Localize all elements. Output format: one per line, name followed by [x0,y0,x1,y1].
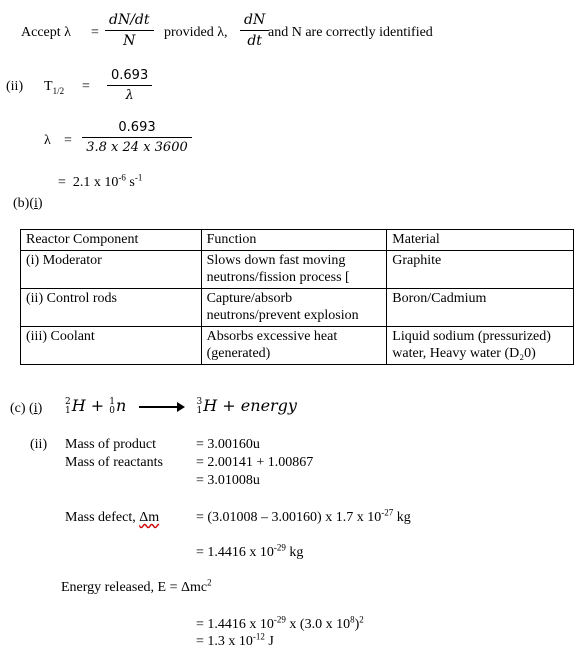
mass-defect-symbol: Δm [139,510,160,525]
lambda-label: λ [44,133,51,148]
energy-line1-end: ) [354,617,360,632]
energy-label [61,577,212,596]
mass-defect-result-unit: kg [285,545,304,560]
energy-line1 [196,614,364,633]
mass-defect-text: Mass defect, [65,510,140,525]
part-c-prefix: (c) ( [10,401,34,416]
table-cell: (ii) Control rods [21,289,202,327]
half-life-fraction [107,68,152,103]
accept-fraction-numerator: dN/dt [109,12,150,28]
fraction-bar [240,30,269,31]
part-b-index: i [34,196,38,211]
table-row [21,251,574,289]
nuclide-scripts [197,398,203,416]
plus-sign: + [90,396,105,415]
mass-number: 1 [109,396,116,407]
nuclide-scripts [65,398,71,416]
mass-defect-exponent: -27 [381,507,394,518]
mass-number: 3 [196,396,203,407]
accept-equals: = [91,25,99,40]
table-header-cell: Reactor Component [21,230,202,251]
lambda-result [58,172,143,191]
half-life-symbol [44,79,64,95]
mass-defect-result-value: = 1.4416 x 10 [196,545,274,560]
mass-product-label: Mass of product [65,437,156,452]
table-header-cell: Material [387,230,574,251]
derivative-denominator: dt [247,33,262,49]
energy-label-text: Energy released, E = Δmc [61,580,208,595]
part-b-suffix: ) [37,196,43,211]
energy-line2 [196,631,274,650]
mass-reactants-line1: = 2.00141 + 1.00867 [196,455,314,470]
fraction-bar [105,30,154,31]
mass-defect-expression: = (3.01008 – 3.00160) x 1.7 x 10 [196,510,382,525]
atomic-number: 1 [65,405,71,416]
energy-label-exponent: 2 [207,577,212,588]
part-b-prefix: (b)( [13,196,34,211]
mass-number: 2 [65,396,71,407]
mass-product-value: = 3.00160u [196,437,260,452]
lambda-numerator: 0.693 [118,120,156,135]
table-cell: Boron/Cadmium [387,289,574,327]
table-cell: Absorbs excessive heat (generated) [201,327,387,365]
table-cell: Capture/absorb neutrons/prevent explosion [201,289,387,327]
mass-reactants-label: Mass of reactants [65,455,163,470]
lambda-fraction [82,120,192,155]
part-c-label [10,401,42,417]
mass-defect-label [65,510,159,526]
table-header-row [21,230,574,251]
nuclear-reaction [65,396,297,416]
part-b-label [13,196,43,212]
mass-defect-result-exponent: -29 [273,542,286,553]
mass-reactants-line2: = 3.01008u [196,473,260,488]
result-unit-exponent: -1 [134,172,143,183]
lambda-equals: = [64,133,72,148]
table-cell: (i) Moderator [21,251,202,289]
energy-line2-value: = 1.3 x 10 [196,634,253,649]
mass-defect-unit: kg [393,510,411,525]
reactant-deuterium: H [71,396,86,415]
accept-derivative-fraction [240,12,269,49]
energy-line1-mid: x (3.0 x 10 [285,617,351,632]
accept-fraction-denominator: N [123,33,136,49]
accept-text-provided: provided λ, [164,25,228,40]
accept-prefix: Accept λ [21,25,71,40]
fraction-bar [82,137,192,138]
half-life-numerator: 0.693 [111,68,149,83]
half-life-equals: = [82,79,90,94]
half-life-denominator: λ [125,88,134,103]
energy-line2-unit: J [264,634,274,649]
nuclide-scripts [109,398,115,416]
table-header-cell: Function [201,230,387,251]
product-energy: + energy [222,396,297,415]
part-ii-label: (ii) [6,79,24,94]
derivative-numerator: dN [244,12,266,28]
part-c-ii-label: (ii) [30,437,48,452]
part-c-index: i [33,401,38,416]
result-exponent: -6 [118,172,126,183]
half-life-subscript: 1/2 [52,85,65,96]
energy-line1-exponent2: 8 [350,614,355,625]
table-cell: Graphite [387,251,574,289]
result-unit: s [125,175,135,190]
mass-defect-result [196,542,304,561]
half-life-letter: T [44,79,53,94]
accept-fraction [105,12,154,49]
atomic-number: 1 [196,405,203,416]
energy-line1-start: = 1.4416 x 10 [196,617,274,632]
part-c-suffix: ) [37,401,43,416]
result-equals: = [58,175,66,190]
table-cell: Liquid sodium (pressurized) water, Heavy water (D₂0) [387,327,574,365]
atomic-number: 0 [109,405,116,416]
mass-defect-value [196,507,411,526]
energy-line2-exponent: -12 [252,631,265,642]
energy-line1-exponent: -29 [273,614,286,625]
reactant-neutron: n [116,396,127,415]
table-row [21,289,574,327]
result-value: 2.1 x 10 [72,175,119,190]
table-cell: (iii) Coolant [21,327,202,365]
lambda-denominator: 3.8 x 24 x 3600 [86,140,188,155]
product-tritium: H [203,396,218,415]
table-row [21,327,574,365]
fraction-bar [107,85,152,86]
table-cell: Slows down fast moving neutrons/fission process [ [201,251,387,289]
reaction-arrow-icon [139,406,183,408]
reactor-table [20,229,574,365]
accept-text-identified: and N are correctly identified [268,25,433,40]
energy-line1-exponent3: 2 [359,614,364,625]
